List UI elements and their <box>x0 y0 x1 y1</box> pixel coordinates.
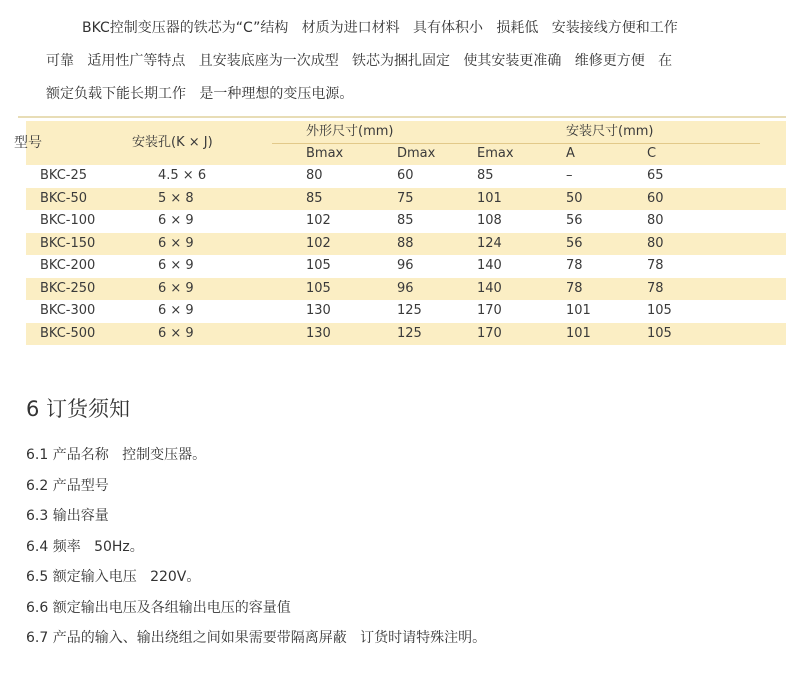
table-cell: 6 × 9 <box>158 325 194 341</box>
ordering-item: 6.5 额定输入电压 220V。 <box>26 569 201 585</box>
intro-line: 额定负载下能长期工作 是一种理想的变压电源。 <box>46 86 354 102</box>
table-cell: 5 × 8 <box>158 190 194 206</box>
table-cell: 130 <box>306 325 331 341</box>
table-cell: 78 <box>566 280 583 296</box>
table-cell: BKC-100 <box>40 213 96 228</box>
table-cell: 6 × 9 <box>158 258 194 273</box>
table-cell: 101 <box>566 325 591 341</box>
table-cell: 80 <box>647 213 664 228</box>
table-cell: 88 <box>397 235 414 251</box>
table-cell: 78 <box>566 258 583 273</box>
table-row <box>26 255 786 278</box>
table-cell: 6 × 9 <box>158 235 194 251</box>
header-mount-holes: 安装孔(K × J) <box>132 135 213 150</box>
table-cell: – <box>566 168 573 183</box>
table-cell: BKC-25 <box>40 168 88 183</box>
table-row <box>26 188 786 211</box>
intro-line: 可靠 适用性广等特点 且安装底座为一次成型 铁芯为捆扎固定 使其安装更准确 维修更方便 在 <box>46 53 673 69</box>
table-cell: 80 <box>306 168 323 183</box>
table-cell: BKC-150 <box>40 235 96 251</box>
ordering-item: 6.4 频率 50Hz。 <box>26 538 144 555</box>
ordering-item: 6.3 输出容量 <box>26 508 109 524</box>
table-cell: 102 <box>306 213 331 228</box>
table-cell: 170 <box>477 303 502 318</box>
table-cell: 140 <box>477 258 502 273</box>
table-cell: 56 <box>566 213 583 228</box>
ordering-section-title: 6 订货须知 <box>26 397 131 421</box>
table-cell: 6 × 9 <box>158 213 194 228</box>
table-cell: 85 <box>397 213 414 228</box>
table-cell: 140 <box>477 280 502 296</box>
header-divider <box>272 143 760 144</box>
table-cell: 108 <box>477 213 502 228</box>
table-row <box>26 278 786 301</box>
table-cell: 101 <box>566 303 591 318</box>
table-cell: 96 <box>397 280 414 296</box>
table-cell: 78 <box>647 280 664 296</box>
header-a: A <box>566 146 575 161</box>
table-row <box>26 323 786 346</box>
table-cell: 85 <box>477 168 494 183</box>
table-cell: 130 <box>306 303 331 318</box>
table-cell: 170 <box>477 325 502 341</box>
table-cell: 4.5 × 6 <box>158 168 207 183</box>
table-cell: 75 <box>397 190 414 206</box>
table-row <box>26 233 786 256</box>
ordering-item: 6.6 额定输出电压及各组输出电压的容量值 <box>26 599 291 616</box>
table-cell: 105 <box>647 303 672 318</box>
table-cell: BKC-250 <box>40 280 96 296</box>
table-cell: 105 <box>306 258 331 273</box>
table-cell: BKC-300 <box>40 303 96 318</box>
table-cell: BKC-200 <box>40 258 96 273</box>
table-cell: 101 <box>477 190 502 206</box>
table-cell: BKC-500 <box>40 325 96 341</box>
table-cell: 80 <box>647 235 664 251</box>
ordering-list <box>26 444 486 658</box>
table-cell: 60 <box>647 190 664 206</box>
ordering-item: 6.7 产品的输入、输出绕组之间如果需要带隔离屏蔽 订货时请特殊注明。 <box>26 630 487 646</box>
header-c: C <box>647 146 657 161</box>
table-cell: 65 <box>647 168 664 183</box>
table-cell: 6 × 9 <box>158 280 194 296</box>
header-bmax: Bmax <box>306 146 344 161</box>
table-cell: BKC-50 <box>40 190 88 206</box>
table-cell: 125 <box>397 325 422 341</box>
table-row <box>26 300 786 323</box>
header-emax: Emax <box>477 146 514 161</box>
table-cell: 105 <box>647 325 672 341</box>
header-model: 型号 <box>14 135 42 151</box>
ordering-item: 6.1 产品名称 控制变压器。 <box>26 447 207 463</box>
table-cell: 105 <box>306 280 331 296</box>
table-row <box>26 210 786 233</box>
table-cell: 124 <box>477 235 502 251</box>
header-outer-dimensions: 外形尺寸(mm) <box>306 124 394 139</box>
table-row <box>26 165 786 188</box>
table-cell: 78 <box>647 258 664 273</box>
ordering-item: 6.2 产品型号 <box>26 477 109 494</box>
table-top-rule <box>18 116 786 118</box>
table-cell: 102 <box>306 235 331 251</box>
table-cell: 60 <box>397 168 414 183</box>
table-cell: 85 <box>306 190 323 206</box>
table-cell: 96 <box>397 258 414 273</box>
table-cell: 125 <box>397 303 422 318</box>
header-mount-dimensions: 安装尺寸(mm) <box>566 124 654 139</box>
table-cell: 50 <box>566 190 583 206</box>
intro-paragraph <box>46 12 781 111</box>
table-cell: 6 × 9 <box>158 303 194 318</box>
table-body <box>26 165 786 345</box>
table-cell: 56 <box>566 235 583 251</box>
header-dmax: Dmax <box>397 146 436 161</box>
intro-line: BKC控制变压器的铁芯为“C”结构 材质为进口材料 具有体积小 损耗低 安装接线方便和工作 <box>82 20 678 36</box>
